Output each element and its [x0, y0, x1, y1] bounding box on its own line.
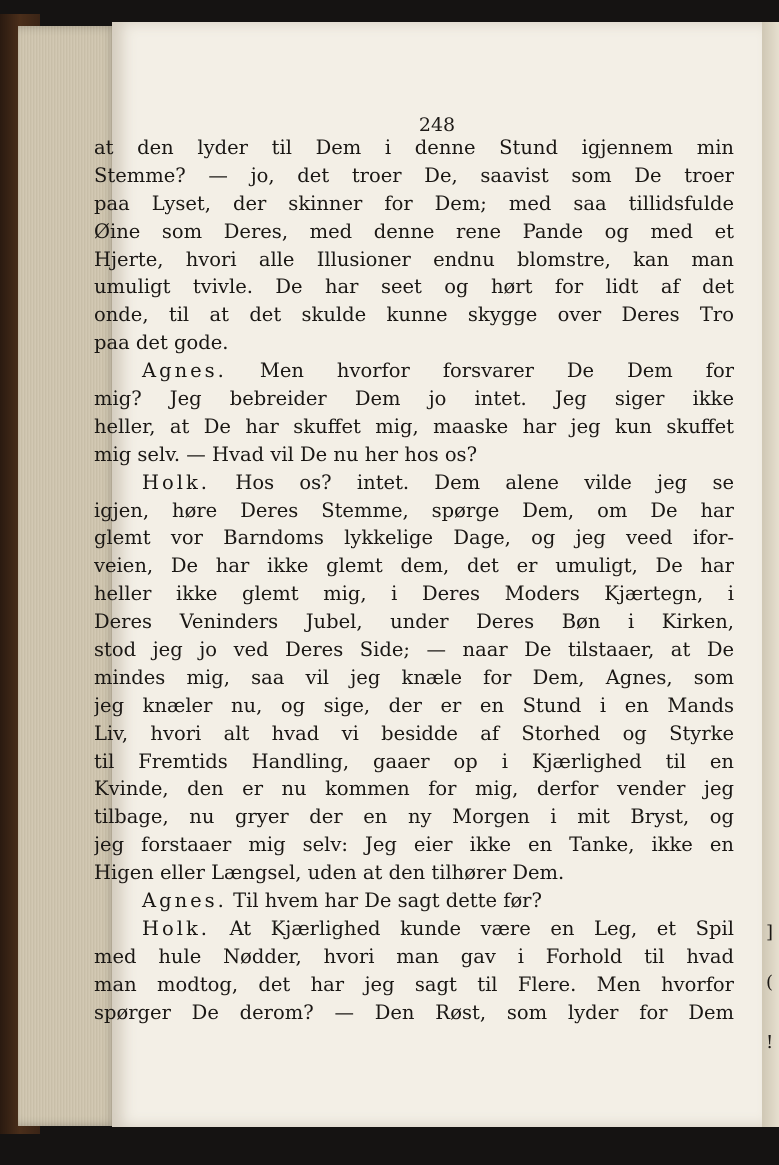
line-text: umuligt tvivle. De har seet og hørt for lidt af det: [94, 275, 734, 299]
text-line: [94, 887, 734, 915]
text-line: [94, 915, 734, 943]
edge-mark: ]: [766, 922, 774, 943]
line-text: Kvinde, den er nu kommen for mig, derfor vender jeg: [94, 777, 734, 801]
text-line: [94, 831, 734, 859]
text-line: [94, 357, 734, 385]
edge-mark: (: [766, 972, 774, 993]
speaker-name: Agnes.: [142, 359, 227, 383]
text-line: [94, 301, 734, 329]
line-text: at den lyder til Dem i denne Stund igjennem min: [94, 136, 734, 159]
text-line: [94, 859, 734, 887]
line-text: til Fremtids Handling, gaaer op i Kjærlighed til en: [94, 749, 734, 773]
line-text: onde, til at det skulde kunne skygge over Deres Tro: [94, 303, 734, 327]
speaker-name: Holk.: [142, 916, 210, 940]
text-line: [94, 524, 734, 552]
line-text: heller ikke glemt mig, i Deres Moders Kjærtegn, i: [94, 582, 734, 606]
line-text: Øine som Deres, med denne rene Pande og med et: [94, 219, 734, 243]
line-text: Men hvorfor forsvarer De Dem for: [259, 359, 734, 383]
next-page-edge: [762, 22, 779, 1127]
line-text: Til hvem har De sagt dette før?: [233, 889, 542, 913]
line-text: Liv, hvori alt hvad vi besidde af Storhed og Styrke: [94, 721, 734, 745]
line-text: mig? Jeg bebreider Dem jo intet. Jeg siger ikke: [94, 387, 734, 411]
text-line: [94, 748, 734, 776]
line-text: paa Lyset, der skinner for Dem; med saa tillidsfulde: [94, 191, 734, 215]
text-line: [94, 692, 734, 720]
line-text: Stemme? — jo, det troer De, saavist som De troer: [94, 163, 734, 187]
line-text: igjen, høre Deres Stemme, spørge Dem, om De har: [94, 498, 734, 522]
text-line: [94, 497, 734, 525]
line-text: med hule Nødder, hvori man gav i Forhold til hvad: [94, 944, 734, 968]
line-text: jeg knæler nu, og sige, der er en Stund i en Mands: [94, 693, 734, 717]
text-line: [94, 775, 734, 803]
line-text: jeg forstaaer mig selv: Jeg eier ikke en Tanke, ikke en: [94, 833, 734, 857]
text-line: [94, 469, 734, 497]
text-line: [94, 162, 734, 190]
line-text: Hos os? intet. Dem alene vilde jeg se: [235, 470, 734, 494]
text-line: [94, 385, 734, 413]
edge-mark: !: [766, 1032, 774, 1053]
line-text: mindes mig, saa vil jeg knæle for Dem, Agnes, som: [94, 665, 734, 689]
line-text: heller, at De har skuffet mig, maaske har jeg kun skuffet: [94, 414, 734, 438]
line-text: stod jeg jo ved Deres Side; — naar De tilstaaer, at De: [94, 638, 734, 662]
speaker-name: Agnes.: [142, 889, 227, 913]
text-line: [94, 552, 734, 580]
text-line: [94, 943, 734, 971]
text-line: [94, 246, 734, 274]
text-line: [94, 413, 734, 441]
text-line: [94, 720, 734, 748]
text-line: [94, 190, 734, 218]
text-line: [94, 218, 734, 246]
text-line: [94, 999, 734, 1027]
line-text: glemt vor Barndoms lykkelige Dage, og jeg veed ifor-: [94, 526, 734, 550]
line-text: At Kjærlighed kunde være en Leg, et Spil: [229, 916, 734, 940]
line-text: paa det gode.: [94, 331, 229, 355]
text-line: [94, 664, 734, 692]
line-text: Hjerte, hvori alle Illusioner endnu blomstre, kan man: [94, 247, 734, 271]
text-line: [94, 803, 734, 831]
page-number: 248: [418, 114, 456, 136]
text-line: [94, 636, 734, 664]
text-line: [94, 273, 734, 301]
line-text: tilbage, nu gryer der en ny Morgen i mit Bryst, og: [94, 805, 734, 829]
text-line: [94, 580, 734, 608]
speaker-name: Holk.: [142, 470, 210, 494]
text-line: [94, 971, 734, 999]
line-text: mig selv. — Hvad vil De nu her hos os?: [94, 442, 478, 466]
line-text: veien, De har ikke glemt dem, det er umuligt, De har: [94, 554, 734, 578]
line-text: Higen eller Længsel, uden at den tilhører Dem.: [94, 861, 565, 885]
text-line: [94, 134, 734, 162]
line-text: man modtog, det har jeg sagt til Flere. Men hvorfor: [94, 972, 734, 996]
line-text: Deres Veninders Jubel, under Deres Bøn i Kirken,: [94, 610, 734, 634]
text-line: [94, 441, 734, 469]
line-text: spørger De derom? — Den Røst, som lyder for Dem: [94, 1000, 734, 1024]
text-line: [94, 329, 734, 357]
page-text: [94, 134, 734, 1027]
text-line: [94, 608, 734, 636]
